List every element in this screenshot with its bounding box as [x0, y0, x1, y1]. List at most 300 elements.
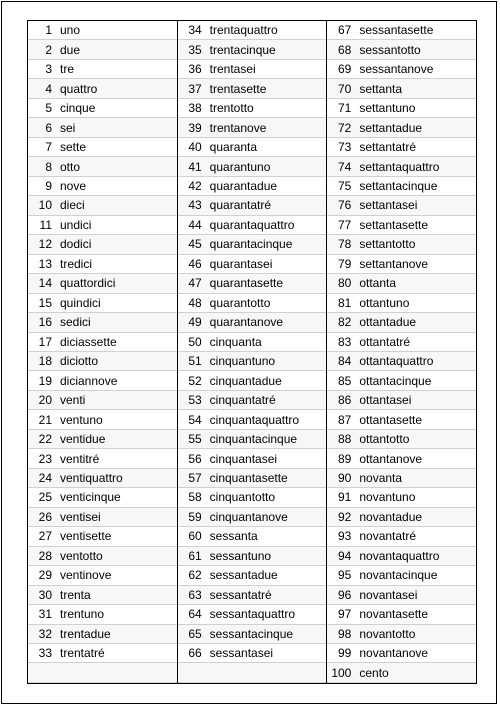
row-word: settantasei: [359, 198, 418, 213]
row-word: trentasette: [209, 81, 267, 96]
table-row: [28, 255, 177, 274]
table-row: [327, 177, 476, 196]
row-word: trentadue: [60, 626, 111, 641]
row-number: 49: [188, 315, 202, 330]
table-row: [28, 99, 177, 118]
row-number: 7: [45, 140, 52, 155]
row-number: 88: [337, 432, 352, 447]
table-row: [28, 235, 177, 254]
row-word: quattordici: [60, 276, 116, 291]
row-number: 48: [188, 295, 202, 310]
row-word: sessantasette: [359, 23, 434, 38]
row-word: sessantacinque: [209, 626, 294, 641]
row-number: 8: [45, 159, 52, 174]
table-row: [178, 177, 327, 196]
table-row: [28, 371, 177, 390]
table-row: [178, 430, 327, 449]
row-word: trentotto: [209, 101, 254, 116]
table-row: [327, 625, 476, 644]
table-row: [178, 547, 327, 566]
table-row: [28, 391, 177, 410]
row-number: 24: [38, 471, 52, 486]
row-word: novanta: [359, 471, 403, 486]
row-number: 84: [337, 354, 352, 369]
table-row: [178, 663, 327, 682]
row-word: sessantasei: [209, 646, 274, 661]
row-word: ventinove: [60, 568, 112, 583]
table-row: [28, 196, 177, 215]
table-row: [28, 410, 177, 429]
table-row: [178, 255, 327, 274]
table-row: [327, 469, 476, 488]
table-row: [327, 527, 476, 546]
table-row: [327, 605, 476, 624]
table-row: [28, 216, 177, 235]
row-word: novantadue: [359, 509, 423, 524]
row-word: due: [60, 42, 81, 57]
table-row: [178, 99, 327, 118]
row-word: novantaquattro: [359, 548, 440, 563]
table-row: [178, 60, 327, 79]
row-number: 73: [337, 140, 352, 155]
row-word: settantaquattro: [359, 159, 440, 174]
row-word: sessantaquattro: [209, 607, 296, 622]
row-number: 39: [188, 120, 202, 135]
table-row: [327, 547, 476, 566]
table-row: [327, 196, 476, 215]
row-word: novantasette: [359, 607, 429, 622]
row-word: sessantadue: [209, 568, 278, 583]
row-number: 69: [337, 62, 352, 77]
row-number: 21: [38, 412, 52, 427]
row-number: 28: [38, 548, 52, 563]
row-number: 27: [38, 529, 52, 544]
row-word: cinquanta: [209, 334, 262, 349]
table-column-1: [28, 21, 178, 683]
row-number: 35: [188, 42, 202, 57]
table-row: [327, 566, 476, 585]
table-row: [178, 21, 327, 40]
table-row: [28, 508, 177, 527]
table-row: [178, 527, 327, 546]
table-row: [28, 118, 177, 137]
row-number: 51: [188, 354, 202, 369]
row-word: ottantadue: [359, 315, 417, 330]
row-word: trenta: [60, 587, 91, 602]
row-word: novantatré: [359, 529, 417, 544]
table-row: [178, 488, 327, 507]
row-number: 40: [188, 140, 202, 155]
table-row: [327, 235, 476, 254]
table-row: [28, 352, 177, 371]
row-number: 42: [188, 178, 202, 193]
row-number: 74: [337, 159, 352, 174]
table-row: [28, 294, 177, 313]
table-row: [178, 294, 327, 313]
row-word: settantacinque: [359, 178, 438, 193]
row-word: dieci: [60, 198, 85, 213]
row-number: 19: [38, 373, 52, 388]
row-word: ottantotto: [359, 432, 410, 447]
table-row: [327, 508, 476, 527]
row-word: trentacinque: [209, 42, 276, 57]
table-row: [327, 216, 476, 235]
row-word: cinque: [60, 101, 96, 116]
row-number: 63: [188, 587, 202, 602]
table-row: [28, 60, 177, 79]
row-number: 62: [188, 568, 202, 583]
row-word: quaranta: [209, 140, 258, 155]
row-word: novantotto: [359, 626, 416, 641]
row-number: 100: [331, 665, 352, 680]
row-word: ventitré: [60, 451, 100, 466]
row-number: 13: [38, 256, 52, 271]
row-number: 68: [337, 42, 352, 57]
table-row: [28, 157, 177, 176]
row-number: 91: [337, 490, 352, 505]
row-number: 79: [337, 256, 352, 271]
row-word: settantanove: [359, 256, 429, 271]
row-word: cento: [359, 665, 389, 680]
row-number: 52: [188, 373, 202, 388]
row-number: 16: [38, 315, 52, 330]
table-row: [28, 605, 177, 624]
row-number: 78: [337, 237, 352, 252]
table-row: [327, 255, 476, 274]
row-number: 55: [188, 432, 202, 447]
row-number: 72: [337, 120, 352, 135]
row-word: cinquantacinque: [209, 432, 298, 447]
row-word: quarantuno: [209, 159, 271, 174]
row-word: trentaquattro: [209, 23, 278, 38]
row-word: cinquantuno: [209, 354, 276, 369]
row-number: 75: [337, 178, 352, 193]
table-row: [327, 60, 476, 79]
table-row: [327, 644, 476, 663]
row-word: ottantanove: [359, 451, 423, 466]
row-word: ventisei: [60, 509, 101, 524]
table-row: [178, 157, 327, 176]
row-number: 14: [38, 276, 52, 291]
row-word: quarantatré: [209, 198, 272, 213]
table-row: [327, 157, 476, 176]
row-number: 50: [188, 334, 202, 349]
page-frame: [1, 1, 497, 704]
row-word: ventuno: [60, 412, 103, 427]
row-word: ottanta: [359, 276, 397, 291]
table-row: [28, 138, 177, 157]
row-word: venti: [60, 393, 86, 408]
row-number: 18: [38, 354, 52, 369]
row-number: 76: [337, 198, 352, 213]
table-row: [327, 138, 476, 157]
table-row: [327, 352, 476, 371]
row-number: 11: [39, 217, 52, 232]
row-number: 90: [337, 471, 352, 486]
row-word: ottantaquattro: [359, 354, 434, 369]
table-row: [178, 605, 327, 624]
row-number: 33: [38, 646, 52, 661]
row-number: 71: [337, 101, 352, 116]
table-row: [28, 644, 177, 663]
row-number: 1: [45, 23, 52, 38]
row-number: 4: [45, 81, 52, 96]
table-row: [28, 333, 177, 352]
row-number: 46: [188, 256, 202, 271]
row-number: 70: [337, 81, 352, 96]
table-row: [327, 21, 476, 40]
row-number: 89: [337, 451, 352, 466]
table-row: [178, 586, 327, 605]
table-row: [327, 663, 476, 682]
row-word: diciannove: [60, 373, 118, 388]
table-row: [327, 99, 476, 118]
row-number: 65: [188, 626, 202, 641]
row-number: 9: [45, 178, 52, 193]
row-number: 95: [337, 568, 352, 583]
row-number: 47: [188, 276, 202, 291]
row-word: settanta: [359, 81, 403, 96]
row-word: trentuno: [60, 607, 105, 622]
row-word: cinquantadue: [209, 373, 282, 388]
row-number: 32: [38, 626, 52, 641]
row-word: sessantatré: [209, 587, 272, 602]
table-row: [28, 566, 177, 585]
table-row: [28, 449, 177, 468]
table-row: [178, 40, 327, 59]
table-row: [327, 333, 476, 352]
row-word: quarantanove: [209, 315, 284, 330]
row-number: 59: [188, 509, 202, 524]
row-number: 25: [38, 490, 52, 505]
table-row: [327, 313, 476, 332]
row-number: 45: [188, 237, 202, 252]
row-word: nove: [60, 178, 87, 193]
table-row: [178, 391, 327, 410]
row-number: 37: [188, 81, 202, 96]
table-row: [28, 469, 177, 488]
row-word: ottantatré: [359, 334, 411, 349]
row-number: 6: [45, 120, 52, 135]
row-number: 81: [337, 295, 352, 310]
row-word: quarantasei: [209, 256, 273, 271]
row-number: 85: [337, 373, 352, 388]
table-row: [178, 469, 327, 488]
row-word: settantasette: [359, 217, 429, 232]
row-word: novantasei: [359, 587, 418, 602]
row-word: settantadue: [359, 120, 423, 135]
row-word: tre: [60, 62, 75, 77]
table-row: [178, 410, 327, 429]
row-word: novantacinque: [359, 568, 438, 583]
row-word: sedici: [60, 315, 91, 330]
table-row: [28, 625, 177, 644]
row-word: quattro: [60, 81, 98, 96]
table-row: [28, 21, 177, 40]
row-number: 10: [38, 198, 52, 213]
row-word: ventotto: [60, 548, 103, 563]
row-number: 29: [38, 568, 52, 583]
table-row: [178, 371, 327, 390]
table-row: [327, 40, 476, 59]
row-word: dodici: [60, 237, 92, 252]
table-row: [327, 488, 476, 507]
row-word: ottantuno: [359, 295, 410, 310]
table-row: [28, 79, 177, 98]
table-row: [28, 177, 177, 196]
table-row: [178, 352, 327, 371]
table-row: [28, 430, 177, 449]
row-word: diciassette: [60, 334, 117, 349]
row-word: quarantaquattro: [209, 217, 295, 232]
row-number: 23: [38, 451, 52, 466]
row-word: settantatré: [359, 140, 417, 155]
table-row: [28, 663, 177, 682]
row-word: cinquantatré: [209, 393, 276, 408]
row-word: cinquantotto: [209, 490, 276, 505]
row-word: settantuno: [359, 101, 416, 116]
row-word: trentatré: [60, 646, 105, 661]
row-number: 77: [337, 217, 352, 232]
table-row: [28, 547, 177, 566]
row-word: ottantasette: [359, 412, 423, 427]
table-row: [327, 371, 476, 390]
row-number: 26: [38, 509, 52, 524]
table-column-3: [327, 21, 476, 683]
table-row: [327, 449, 476, 468]
table-row: [178, 644, 327, 663]
row-number: 86: [337, 393, 352, 408]
table-row: [178, 235, 327, 254]
row-number: 83: [337, 334, 352, 349]
table-row: [327, 79, 476, 98]
row-number: 92: [337, 509, 352, 524]
table-row: [28, 313, 177, 332]
row-word: ottantasei: [359, 393, 412, 408]
table-row: [28, 274, 177, 293]
row-word: novantanove: [359, 646, 429, 661]
table-row: [28, 527, 177, 546]
row-word: uno: [60, 23, 81, 38]
table-row: [178, 508, 327, 527]
row-number: 99: [337, 646, 352, 661]
row-number: 43: [188, 198, 202, 213]
row-number: 56: [188, 451, 202, 466]
row-number: 80: [337, 276, 352, 291]
table-row: [178, 449, 327, 468]
row-word: sessantotto: [359, 42, 421, 57]
row-word: sessanta: [209, 529, 258, 544]
row-word: sei: [60, 120, 76, 135]
row-number: 17: [38, 334, 52, 349]
row-word: cinquantasette: [209, 471, 288, 486]
table-column-2: [178, 21, 328, 683]
row-number: 20: [38, 393, 52, 408]
row-number: 98: [337, 626, 352, 641]
number-words-table: [27, 20, 477, 684]
row-number: 60: [188, 529, 202, 544]
row-number: 30: [38, 587, 52, 602]
table-row: [178, 313, 327, 332]
row-number: 34: [188, 23, 202, 38]
table-row: [327, 586, 476, 605]
table-row: [178, 196, 327, 215]
table-row: [178, 625, 327, 644]
row-word: trentanove: [209, 120, 267, 135]
table-row: [327, 410, 476, 429]
table-row: [28, 488, 177, 507]
row-number: 94: [337, 548, 352, 563]
row-word: diciotto: [60, 354, 99, 369]
row-number: 54: [188, 412, 202, 427]
row-word: ventisette: [60, 529, 112, 544]
table-row: [327, 274, 476, 293]
row-number: 31: [38, 607, 52, 622]
table-row: [178, 138, 327, 157]
row-number: 15: [38, 295, 52, 310]
row-number: 22: [38, 432, 52, 447]
table-row: [178, 274, 327, 293]
table-row: [178, 333, 327, 352]
row-word: venticinque: [60, 490, 121, 505]
row-number: 38: [188, 101, 202, 116]
table-row: [327, 391, 476, 410]
table-row: [28, 40, 177, 59]
table-row: [327, 118, 476, 137]
row-number: 93: [337, 529, 352, 544]
row-number: 44: [188, 217, 202, 232]
row-word: cinquantanove: [209, 509, 288, 524]
row-number: 67: [337, 23, 352, 38]
row-word: sessantuno: [209, 548, 272, 563]
row-word: cinquantasei: [209, 451, 278, 466]
table-row: [178, 79, 327, 98]
row-number: 36: [188, 62, 202, 77]
table-row: [327, 430, 476, 449]
row-number: 61: [188, 548, 202, 563]
row-number: 58: [188, 490, 202, 505]
row-number: 87: [337, 412, 352, 427]
row-number: 53: [188, 393, 202, 408]
row-word: ottantacinque: [359, 373, 432, 388]
row-word: ventidue: [60, 432, 106, 447]
row-number: 66: [188, 646, 202, 661]
row-word: quarantacinque: [209, 237, 293, 252]
row-number: 3: [45, 62, 52, 77]
table-row: [178, 216, 327, 235]
row-word: ventiquattro: [60, 471, 123, 486]
row-number: 96: [337, 587, 352, 602]
row-word: tredici: [60, 256, 93, 271]
row-number: 82: [337, 315, 352, 330]
row-word: quindici: [60, 295, 101, 310]
row-number: 5: [45, 101, 52, 116]
row-number: 57: [188, 471, 202, 486]
row-word: sessantanove: [359, 62, 434, 77]
row-word: sette: [60, 140, 87, 155]
row-number: 64: [188, 607, 202, 622]
row-word: quarantotto: [209, 295, 271, 310]
row-word: quarantasette: [209, 276, 284, 291]
row-number: 2: [45, 42, 52, 57]
row-number: 97: [337, 607, 352, 622]
row-word: settantotto: [359, 237, 416, 252]
row-number: 41: [188, 159, 202, 174]
row-number: 12: [38, 237, 52, 252]
table-row: [178, 566, 327, 585]
table-row: [327, 294, 476, 313]
row-word: undici: [60, 217, 92, 232]
